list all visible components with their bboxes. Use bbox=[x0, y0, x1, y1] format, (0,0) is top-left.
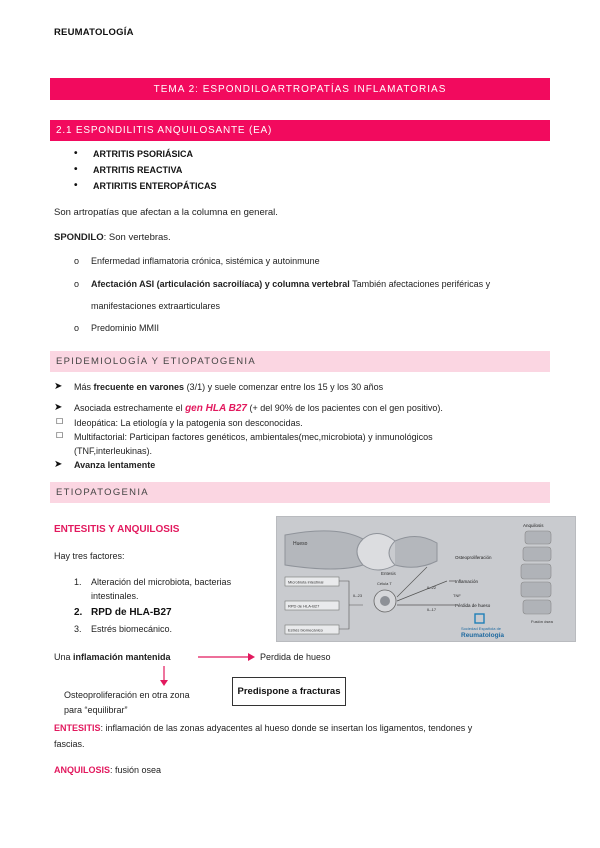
intro-text: Son artropatías que afectan a la columna en general. bbox=[54, 207, 278, 218]
label-inflamacion: Inflamación bbox=[455, 579, 479, 584]
bullet-dot-icon: • bbox=[74, 148, 78, 159]
arrowhead-bullet-icon: ➤ bbox=[54, 381, 63, 392]
bullet-dot-icon: • bbox=[74, 180, 78, 191]
arrowhead-bullet-icon: ➤ bbox=[54, 402, 63, 413]
osteo-text-line1: Osteoproliferación en otra zona bbox=[64, 690, 190, 700]
svg-text:RPD de HLA-B27: RPD de HLA-B27 bbox=[288, 603, 320, 609]
predispone-box: Predispone a fracturas bbox=[232, 677, 346, 706]
factor-item: 1. Alteración del microbiota, bacterias bbox=[74, 577, 232, 587]
label-fusion: Fusión ósea bbox=[531, 619, 553, 624]
epi-item: ➤ Asociada estrechamente el gen HLA B27 (+ del 90% de los pacientes con el gen positivo). bbox=[54, 402, 443, 414]
factor-item: 3. Estrés biomecánico. bbox=[74, 624, 173, 634]
circle-bullet-icon: o bbox=[74, 256, 80, 266]
feature-item: o Enfermedad inflamatoria crónica, sistémica y autoinmune bbox=[74, 256, 320, 266]
arrow-down-icon bbox=[158, 664, 170, 688]
tema-title-bar bbox=[50, 78, 550, 100]
document-header: REUMATOLOGÍA bbox=[54, 27, 134, 38]
epi-item: ☐ Multifactorial: Participan factores genéticos, ambientales(mec,microbiota) y inmunológicos bbox=[56, 431, 433, 442]
arrow-right-icon bbox=[196, 651, 256, 663]
label-anquilosis: Anquilosis bbox=[523, 523, 544, 528]
bone-shape bbox=[285, 531, 363, 569]
pathogenesis-diagram bbox=[277, 517, 575, 641]
label-osteoproliferacion: Osteoproliferación bbox=[455, 555, 492, 560]
epi-item: ➤ Avanza lentamente bbox=[54, 459, 156, 470]
label-hueso: Hueso bbox=[293, 541, 308, 547]
factor-item: 2. RPD de HLA-B27 bbox=[74, 607, 172, 618]
feature-item: o Predominio MMII bbox=[74, 323, 160, 333]
logo-line2: Reumatología bbox=[461, 632, 504, 639]
label-entesis: Entesis bbox=[381, 571, 396, 576]
spondilo-definition: SPONDILO: Son vertebras. bbox=[54, 232, 171, 243]
bullet-item: • ARTRITIS PSORIÁSICA bbox=[74, 148, 194, 159]
svg-text:Microbiota intestinal: Microbiota intestinal bbox=[288, 579, 324, 585]
checkbox-bullet-icon: ☐ bbox=[56, 431, 64, 440]
section-title-bar bbox=[50, 120, 550, 141]
label-tnf: TNF bbox=[453, 593, 461, 598]
entesitis-definition: ENTESITIS: inflamación de las zonas adyacentes al hueso donde se insertan los ligamentos, tendones y bbox=[54, 723, 473, 733]
entesitis-definition-continuation: fascias. bbox=[54, 739, 85, 749]
svg-text:Estrés biomecánico: Estrés biomecánico bbox=[288, 627, 323, 633]
epidemiology-title: EPIDEMIOLOGÍA Y ETIOPATOGENIA bbox=[56, 356, 256, 367]
feature-item-continuation: manifestaciones extraarticulares bbox=[91, 301, 221, 311]
vertebra-shape bbox=[521, 564, 551, 579]
vertebra-shape bbox=[521, 582, 551, 597]
tema-title: TEMA 2: ESPONDILOARTROPATÍAS INFLAMATORIAS bbox=[153, 83, 447, 95]
bullet-dot-icon: • bbox=[74, 164, 78, 175]
label-il22: IL-22 bbox=[427, 585, 437, 590]
factors-intro: Hay tres factores: bbox=[54, 551, 125, 561]
epidemiology-title-bar bbox=[50, 351, 550, 372]
checkbox-bullet-icon: ☐ bbox=[56, 417, 64, 426]
label-celula-t: Célula T bbox=[377, 581, 392, 586]
epi-item: ➤ Más frecuente en varones (3/1) y suele comenzar entre los 15 y los 30 años bbox=[54, 381, 384, 392]
label-il17: IL-17 bbox=[427, 607, 437, 612]
perdida-text: Perdida de hueso bbox=[260, 652, 331, 662]
epi-item-continuation: (TNF,interleukinas). bbox=[74, 446, 153, 456]
bullet-item: • ARTIRITIS ENTEROPÁTICAS bbox=[74, 180, 217, 191]
etiopatogenia-title-bar bbox=[50, 482, 550, 503]
circle-bullet-icon: o bbox=[74, 279, 80, 289]
factor-item-continuation: intestinales. bbox=[91, 591, 139, 601]
joint-shape bbox=[357, 533, 395, 570]
bone-shape-right bbox=[395, 536, 437, 567]
vertebra-shape bbox=[525, 531, 551, 544]
vertebra-shape bbox=[523, 547, 551, 561]
vertebra-shape bbox=[523, 600, 551, 614]
entesitis-heading: ENTESITIS Y ANQUILOSIS bbox=[54, 524, 180, 535]
bullet-item: • ARTRITIS REACTIVA bbox=[74, 164, 183, 175]
arrowhead-bullet-icon: ➤ bbox=[54, 459, 63, 470]
label-il23: IL-23 bbox=[353, 593, 363, 598]
label-perdida: Pérdida de hueso bbox=[455, 603, 491, 608]
section-title: 2.1 ESPONDILITIS ANQUILOSANTE (EA) bbox=[56, 125, 273, 136]
inflammation-text: Una inflamación mantenida bbox=[54, 652, 171, 662]
feature-item: o Afectación ASI (articulación sacroilíaca) y columna vertebral También afectaciones periféricas y bbox=[74, 279, 491, 289]
anquilosis-definition: ANQUILOSIS: fusión osea bbox=[54, 765, 162, 775]
pathogenesis-figure bbox=[276, 516, 576, 642]
circle-bullet-icon: o bbox=[74, 323, 80, 333]
logo-line1: Sociedad Española de bbox=[461, 626, 502, 631]
etiopatogenia-title: ETIOPATOGENIA bbox=[56, 487, 149, 498]
osteo-text-line2: para “equilibrar” bbox=[64, 705, 128, 715]
epi-item: ☐ Ideopática: La etiología y la patogenia son desconocidas. bbox=[56, 417, 303, 428]
